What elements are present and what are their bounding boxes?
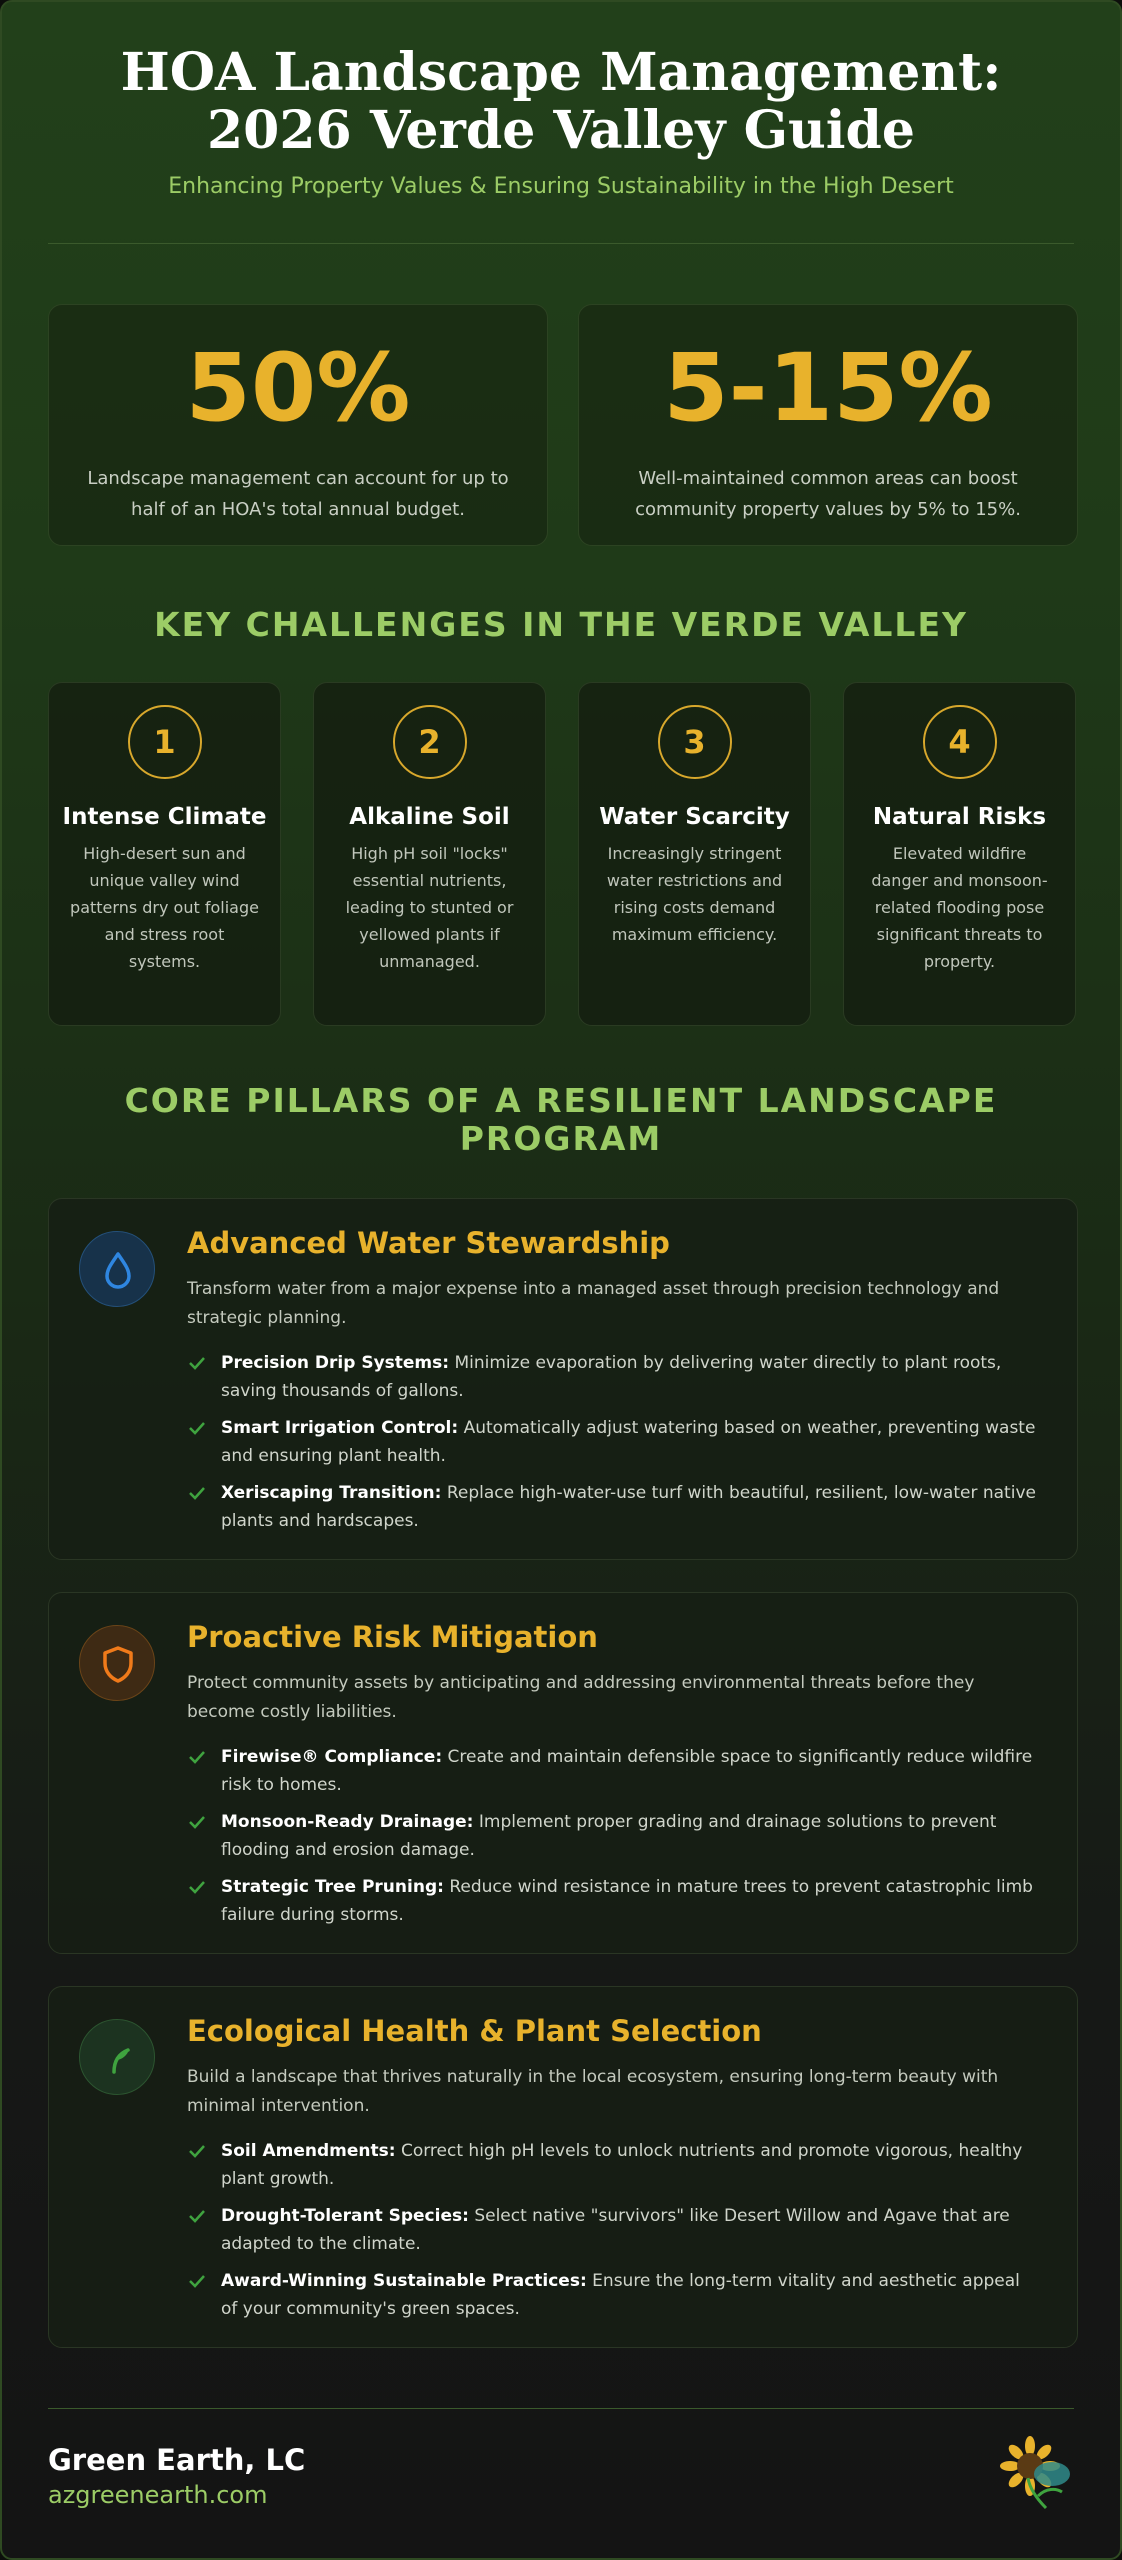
challenge-number: 2 (393, 705, 467, 779)
check-icon (187, 1353, 207, 1373)
list-item (187, 1743, 1037, 1799)
challenge-number: 3 (658, 705, 732, 779)
pillar-title: Advanced Water Stewardship (187, 1226, 670, 1260)
challenge-title: Natural Risks (872, 804, 1047, 830)
challenge-title: Alkaline Soil (349, 804, 510, 830)
challenge-card-soil (313, 682, 546, 1026)
pillar-points (187, 1349, 1037, 1544)
challenge-title: Water Scarcity (599, 804, 790, 830)
pillar-card-risk (48, 1592, 1078, 1954)
challenge-card-water (578, 682, 811, 1026)
point-text: Reduce wind resistance in mature trees to prevent catastrophic limb failure during storms. (221, 1877, 1033, 1925)
check-icon (187, 2271, 207, 2291)
list-item (187, 2202, 1037, 2258)
challenge-number: 4 (923, 705, 997, 779)
point-label: Firewise® Compliance: (221, 1747, 443, 1767)
company-website-link[interactable]: azgreenearth.com (48, 2481, 268, 2509)
point-text: Create and maintain defensible space to significantly reduce wildfire risk to homes. (221, 1747, 1033, 1795)
footer-divider (48, 2408, 1074, 2409)
point-label: Strategic Tree Pruning: (221, 1877, 444, 1897)
point-label: Monsoon-Ready Drainage: (221, 1812, 474, 1832)
point-text: Correct high pH levels to unlock nutrients and promote vigorous, healthy plant growth. (221, 2141, 1023, 2189)
page-subtitle: Enhancing Property Values & Ensuring Sustainability in the High Desert (168, 174, 954, 199)
pillar-card-ecology (48, 1986, 1078, 2348)
water-drop-icon (79, 1231, 155, 1307)
challenge-description: High pH soil "locks" essential nutrients, leading to stunted or yellowed plants if unmanaged. (345, 844, 514, 971)
pillar-points (187, 1743, 1037, 1938)
pillar-card-water (48, 1198, 1078, 1560)
header-divider (48, 243, 1074, 244)
list-item (187, 2137, 1037, 2193)
pillar-title: Ecological Health & Plant Selection (187, 2014, 762, 2048)
shield-icon (79, 1625, 155, 1701)
check-icon (187, 2141, 207, 2161)
list-item (187, 1808, 1037, 1864)
check-icon (187, 1418, 207, 1438)
challenge-card-natural-risks (843, 682, 1076, 1026)
pillars-heading: CORE PILLARS OF A RESILIENT LANDSCAPE PROGRAM (124, 1081, 998, 1158)
stat-value: 5-15% (663, 334, 993, 443)
point-text: Automatically adjust watering based on weather, preventing waste and ensuring plant health. (221, 1418, 1036, 1466)
pillar-description: Transform water from a major expense into a managed asset through precision technology and strategic planning. (187, 1279, 1000, 1328)
pillar-points (187, 2137, 1037, 2332)
list-item (187, 1873, 1037, 1929)
point-label: Smart Irrigation Control: (221, 1418, 459, 1438)
point-label: Xeriscaping Transition: (221, 1483, 442, 1503)
check-icon (187, 2206, 207, 2226)
stat-description: Well-maintained common areas can boost community property values by 5% to 15%. (635, 468, 1021, 520)
stat-card-property-value (578, 304, 1078, 546)
point-label: Soil Amendments: (221, 2141, 396, 2161)
point-text: Select native "survivors" like Desert Willow and Agave that are adapted to the climate. (221, 2206, 1010, 2254)
challenge-number: 1 (128, 705, 202, 779)
list-item (187, 1479, 1037, 1535)
challenges-heading: KEY CHALLENGES IN THE VERDE VALLEY (154, 605, 968, 644)
stat-description: Landscape management can account for up to half of an HOA's total annual budget. (87, 468, 509, 520)
check-icon (187, 1747, 207, 1767)
list-item (187, 2267, 1037, 2323)
point-text: Ensure the long-term vitality and aesthetic appeal of your community's green spaces. (221, 2271, 1020, 2319)
point-label: Award-Winning Sustainable Practices: (221, 2271, 587, 2291)
pillar-description: Build a landscape that thrives naturally in the local ecosystem, ensuring long-term beauty with minimal intervention. (187, 2067, 999, 2116)
challenge-title: Intense Climate (62, 804, 267, 830)
sunflower-logo-icon (998, 2434, 1078, 2514)
check-icon (187, 1877, 207, 1897)
pillar-title: Proactive Risk Mitigation (187, 1620, 598, 1654)
stat-card-budget (48, 304, 548, 546)
challenge-description: Increasingly stringent water restrictions and rising costs demand maximum efficiency. (606, 844, 783, 944)
challenge-description: Elevated wildfire danger and monsoon-related flooding pose significant threats to property. (871, 844, 1048, 971)
check-icon (187, 1483, 207, 1503)
point-text: Replace high-water-use turf with beautiful, resilient, low-water native plants and hardscapes. (221, 1483, 1036, 1531)
list-item (187, 1349, 1037, 1405)
point-text: Implement proper grading and drainage solutions to prevent flooding and erosion damage. (221, 1812, 997, 1860)
point-label: Drought-Tolerant Species: (221, 2206, 469, 2226)
check-icon (187, 1812, 207, 1832)
page-title: HOA Landscape Management: 2026 Verde Valley Guide (120, 42, 1002, 161)
challenge-card-climate (48, 682, 281, 1026)
point-label: Precision Drip Systems: (221, 1353, 450, 1373)
stat-value: 50% (185, 334, 411, 443)
challenge-description: High-desert sun and unique valley wind patterns dry out foliage and stress root systems. (70, 844, 259, 971)
list-item (187, 1414, 1037, 1470)
pillar-description: Protect community assets by anticipating and addressing environmental threats before they become costly liabilities. (187, 1673, 975, 1722)
seedling-icon (79, 2019, 155, 2095)
company-name: Green Earth, LC (48, 2443, 306, 2477)
point-text: Minimize evaporation by delivering water directly to plant roots, saving thousands of gallons. (221, 1353, 1002, 1401)
